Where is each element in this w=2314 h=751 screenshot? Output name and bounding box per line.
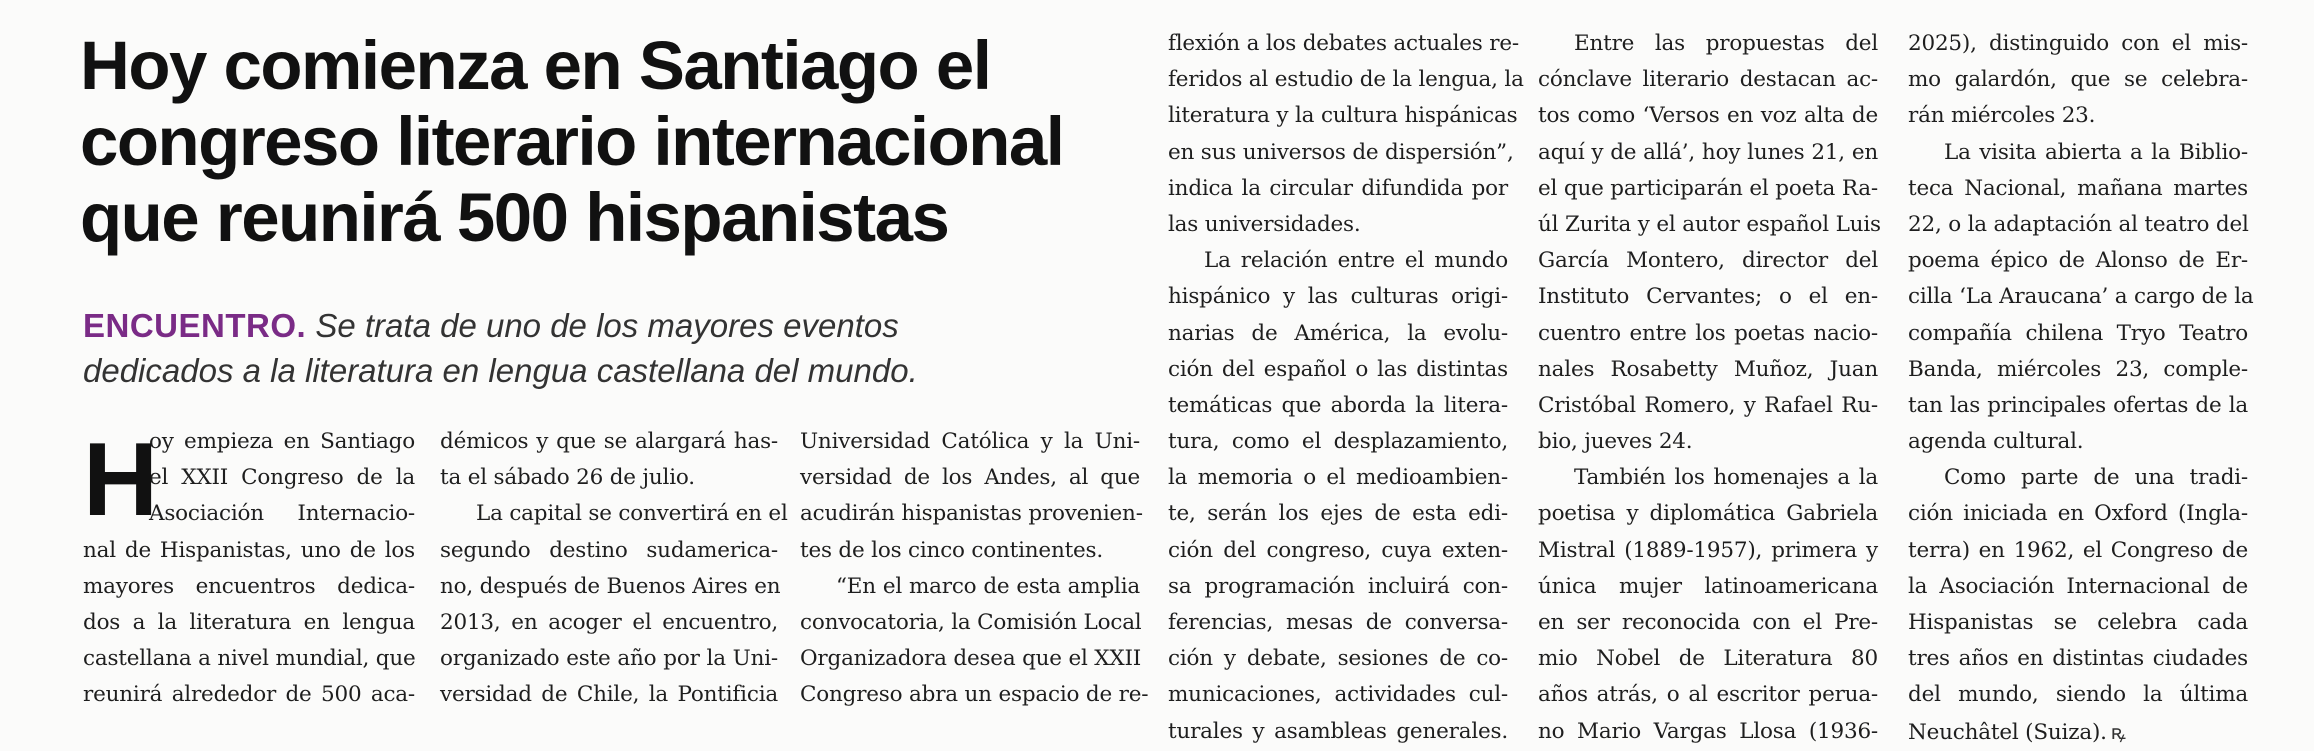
column-line: la memoria o el medioambien-	[1168, 465, 1508, 491]
column-line: démicos y que se alargará has-	[440, 429, 778, 454]
column-line: Organizadora desea que el XXII	[800, 646, 1142, 672]
column-line: mio Nobel de Literatura 80	[1538, 646, 1878, 672]
column-line: poetisa y diplomática Gabriela	[1538, 501, 1878, 527]
column-line: tan las principales ofertas de la	[1908, 392, 2248, 418]
column-line: literatura y la cultura hispánicas	[1168, 103, 1518, 129]
column-line: el XXII Congreso de la	[149, 465, 415, 491]
column-line: Congreso abra un espacio de re-	[800, 682, 1149, 708]
column-line: no Mario Vargas Llosa (1936-	[1538, 718, 1878, 744]
headline	[80, 28, 1180, 256]
drop-cap: H	[83, 422, 158, 538]
column-line: Cristóbal Romero, y Rafael Ru-	[1538, 392, 1878, 418]
column-line-last	[1908, 714, 2248, 750]
headline-line-1: Hoy comienza en Santiago el	[80, 27, 991, 104]
column-line: ferencias, mesas de conversa-	[1168, 610, 1508, 635]
column-line: años atrás, o al escritor perua-	[1538, 682, 1878, 708]
column-line: feridos al estudio de la lengua, la	[1168, 67, 1524, 93]
column-line: tres años en distintas ciudades	[1908, 646, 2248, 672]
column-line: única mujer latinoamericana	[1538, 573, 1878, 599]
deck-text-1: Se trata de uno de los mayores eventos	[315, 307, 899, 344]
column-line: las universidades.	[1168, 211, 1361, 237]
column-line: agenda cultural.	[1908, 429, 2084, 455]
column-line: terra) en 1962, el Congreso de	[1908, 537, 2248, 563]
column-line-text: Neuchâtel (Suiza).	[1908, 719, 2107, 745]
column-line: Como parte de una tradi-	[1944, 465, 2248, 491]
column-line: aquí y de allá’, hoy lunes 21, en	[1538, 139, 1878, 165]
column-line: 22, o la adaptación al teatro del	[1908, 211, 2249, 237]
column-line: mo galardón, que se celebra-	[1908, 67, 2248, 93]
column-line: cuentro entre los poetas nacio-	[1538, 320, 1878, 346]
column-line: bio, jueves 24.	[1538, 429, 1693, 455]
column-line: en sus universos de dispersión”,	[1168, 139, 1514, 165]
column-line: convocatoria, la Comisión Local	[800, 609, 1142, 635]
column-line: Instituto Cervantes; o el en-	[1538, 284, 1878, 310]
article-column-5	[1538, 26, 1881, 750]
column-line: segundo destino sudamerica-	[440, 537, 778, 563]
column-line: indica la circular difundida por	[1168, 175, 1508, 201]
column-line: teca Nacional, mañana martes	[1908, 175, 2248, 201]
headline-line-2: congreso literario internacional	[80, 103, 1064, 180]
column-line: flexión a los debates actuales re-	[1168, 31, 1519, 56]
headline-line-3: que reunirá 500 hispanistas	[80, 179, 949, 256]
column-line: versidad de Chile, la Pontificia	[440, 682, 778, 708]
article-column-2	[440, 424, 788, 714]
column-line: Banda, miércoles 23, comple-	[1908, 356, 2248, 382]
column-line: García Montero, director del	[1538, 248, 1878, 274]
deck-line-1	[83, 303, 1163, 348]
column-line: ción y debate, sesiones de co-	[1168, 646, 1508, 672]
column-line: narias de América, la evolu-	[1168, 320, 1508, 346]
column-line: nales Rosabetty Muñoz, Juan	[1538, 356, 1878, 382]
column-line: te, serán los ejes de esta edi-	[1168, 501, 1508, 527]
column-line: poema épico de Alonso de Er-	[1908, 248, 2248, 274]
column-line: dos a la literatura en lengua	[83, 609, 415, 635]
deck-text-2: dedicados a la literatura en lengua castellana del mundo.	[83, 352, 918, 389]
column-line: sa programación incluirá con-	[1168, 573, 1508, 599]
column-line: turales y asambleas generales.	[1168, 718, 1508, 744]
column-line: oy empieza en Santiago	[149, 429, 415, 454]
column-line: Asociación Internacio-	[149, 501, 415, 527]
end-of-article-icon: ꝶ	[2110, 719, 2126, 744]
column-line: nal de Hispanistas, uno de los	[83, 537, 415, 563]
article-column-4	[1168, 26, 1524, 750]
column-line: ción del congreso, cuya exten-	[1168, 537, 1508, 563]
column-line: La relación entre el mundo	[1204, 248, 1508, 274]
column-line: úl Zurita y el autor español Luis	[1538, 211, 1881, 237]
column-line: Hispanistas se celebra cada	[1908, 610, 2248, 635]
column-line: rán miércoles 23.	[1908, 103, 2096, 129]
column-line: castellana a nivel mundial, que	[83, 646, 416, 672]
column-line: Entre las propuestas del	[1574, 31, 1878, 56]
column-line: tos como ‘Versos en voz alta de	[1538, 103, 1878, 129]
column-line: no, después de Buenos Aires en	[440, 573, 781, 599]
column-line: cilla ‘La Araucana’ a cargo de la	[1908, 284, 2254, 310]
column-line: ta el sábado 26 de julio.	[440, 465, 695, 491]
column-line: cónclave literario destacan ac-	[1538, 67, 1878, 93]
column-line: La visita abierta a la Biblio-	[1944, 139, 2248, 165]
column-line: ción del español o las distintas	[1168, 356, 1508, 382]
deck-subheading	[83, 303, 1163, 393]
column-line: temáticas que aborda la litera-	[1168, 392, 1508, 418]
column-line: compañía chilena Tryo Teatro	[1908, 320, 2248, 346]
column-line: el que participarán el poeta Ra-	[1538, 175, 1878, 201]
column-line: la Asociación Internacional de	[1908, 573, 2248, 599]
column-line: 2025), distinguido con el mis-	[1908, 31, 2248, 56]
column-line: acudirán hispanistas provenien-	[800, 501, 1143, 527]
column-line: ción iniciada en Oxford (Ingla-	[1908, 501, 2248, 527]
column-line: hispánico y las culturas origi-	[1168, 284, 1508, 310]
column-line: tura, como el desplazamiento,	[1168, 429, 1508, 455]
article-column-1	[83, 424, 415, 714]
deck-lead-label: ENCUENTRO.	[83, 307, 307, 344]
column-line: mayores encuentros dedica-	[83, 573, 415, 599]
column-line: Mistral (1889-1957), primera y	[1538, 537, 1878, 563]
column-line: La capital se convertirá en el	[476, 501, 788, 527]
article-column-6	[1908, 26, 2254, 750]
article-column-3	[800, 424, 1149, 714]
column-line: Universidad Católica y la Uni-	[800, 429, 1140, 454]
column-line: reunirá alrededor de 500 aca-	[83, 682, 415, 708]
column-line: versidad de los Andes, al que	[800, 465, 1140, 491]
column-line: municaciones, actividades cul-	[1168, 682, 1508, 708]
column-line: 2013, en acoger el encuentro,	[440, 609, 778, 635]
column-line: tes de los cinco continentes.	[800, 537, 1104, 563]
column-line: del mundo, siendo la última	[1908, 682, 2248, 708]
column-line: en ser reconocida con el Pre-	[1538, 610, 1878, 635]
column-line: organizado este año por la Uni-	[440, 646, 778, 672]
column-line: “En el marco de esta amplia	[836, 573, 1140, 599]
column-line: También los homenajes a la	[1574, 465, 1878, 491]
